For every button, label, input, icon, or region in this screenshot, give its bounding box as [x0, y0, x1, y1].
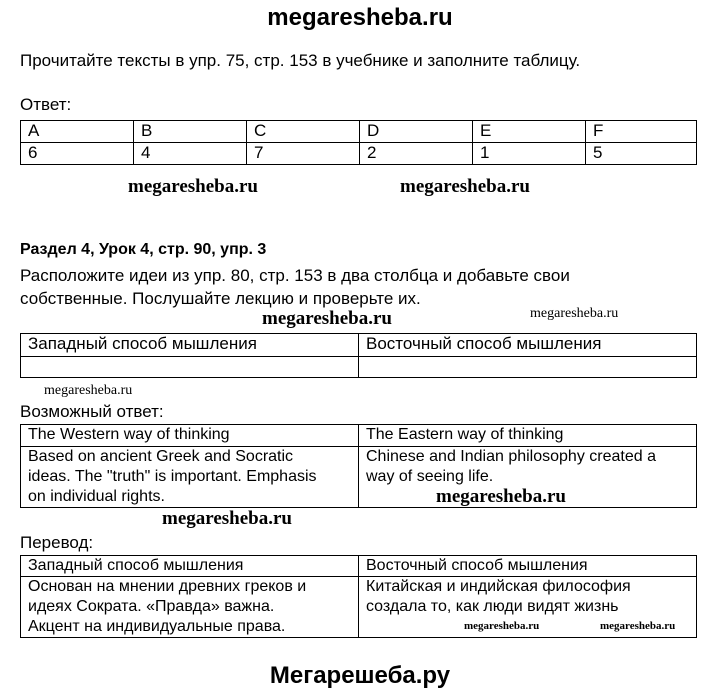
table-row: [21, 143, 697, 165]
table-row: [21, 447, 697, 508]
table-row: [21, 334, 697, 357]
task2-instruction-line2: собственные. Послушайте лекцию и проверьте их.: [20, 289, 421, 308]
cell-line: on individual rights.: [28, 488, 165, 505]
table-cell: 4: [134, 143, 247, 165]
table-cell: [21, 357, 359, 378]
cell-line: Chinese and Indian philosophy created a: [366, 448, 656, 465]
site-watermark-top: megaresheba.ru: [267, 4, 453, 31]
table-row: [21, 121, 697, 143]
table-row: [21, 556, 697, 577]
watermark-mid-right: megaresheba.ru: [400, 176, 530, 197]
table-header-cell: F: [586, 121, 697, 143]
possible-answer-label: Возможный ответ:: [20, 402, 164, 421]
table-header-cell: B: [134, 121, 247, 143]
watermark-section2-small: megaresheba.ru: [44, 383, 133, 398]
table-cell: [21, 447, 359, 508]
table-header-cell: A: [21, 121, 134, 143]
answer-label: Ответ:: [20, 95, 72, 114]
table-cell: 5: [586, 143, 697, 165]
table-header-cell: Восточный способ мышления: [359, 334, 697, 357]
task1-instruction: Прочитайте тексты в упр. 75, стр. 153 в учебнике и заполните таблицу.: [20, 51, 581, 70]
table-header-cell: E: [473, 121, 586, 143]
cell-line: Китайская и индийская философия: [366, 578, 631, 595]
cell-line: создала то, как люди видят жизнь: [366, 598, 619, 615]
table-header-cell: D: [360, 121, 473, 143]
site-watermark-bottom: Мегарешеба.ру: [269, 662, 451, 689]
cell-line: Акцент на индивидуальные права.: [28, 618, 286, 635]
table-header-cell: Западный способ мышления: [21, 556, 359, 577]
cell-line: идеях Сократа. «Правда» важна.: [28, 598, 275, 615]
watermark-mid-left: megaresheba.ru: [128, 176, 258, 197]
translation-table: [20, 555, 697, 638]
table-header-cell: Восточный способ мышления: [359, 556, 697, 577]
watermark-translation-1: megaresheba.ru: [464, 620, 540, 632]
possible-answer-table: [20, 424, 697, 508]
watermark-below-answer: megaresheba.ru: [162, 508, 292, 529]
table-row: [21, 577, 697, 638]
cell-line: Основан на мнении древних греков и: [28, 578, 307, 595]
translation-label: Перевод:: [20, 533, 94, 552]
table-header-cell: The Western way of thinking: [21, 425, 359, 447]
table-cell: [21, 577, 359, 638]
cell-line: ideas. The "truth" is important. Emphasis: [28, 468, 317, 485]
table-cell: 6: [21, 143, 134, 165]
table-row: [21, 425, 697, 447]
table-header-cell: The Eastern way of thinking: [359, 425, 697, 447]
answer-table: [20, 120, 697, 165]
table-cell: 7: [247, 143, 360, 165]
table-cell: [359, 357, 697, 378]
table-cell: 2: [360, 143, 473, 165]
cell-line: way of seeing life.: [366, 468, 494, 485]
table-row: [21, 357, 697, 378]
watermark-translation-2: megaresheba.ru: [600, 620, 676, 632]
table-header-cell: Западный способ мышления: [21, 334, 359, 357]
task2-instruction-line1: Расположите идеи из упр. 80, стр. 153 в два столбца и добавьте свои: [20, 266, 570, 285]
watermark-section2-right: megaresheba.ru: [530, 306, 619, 321]
cell-line: Based on ancient Greek and Socratic: [28, 448, 294, 465]
watermark-table-bottom: megaresheba.ru: [436, 486, 566, 507]
table-cell: 1: [473, 143, 586, 165]
section-heading: Раздел 4, Урок 4, стр. 90, упр. 3: [20, 241, 267, 258]
watermark-section2-center: megaresheba.ru: [262, 308, 392, 329]
blank-table: [20, 333, 697, 378]
table-header-cell: C: [247, 121, 360, 143]
